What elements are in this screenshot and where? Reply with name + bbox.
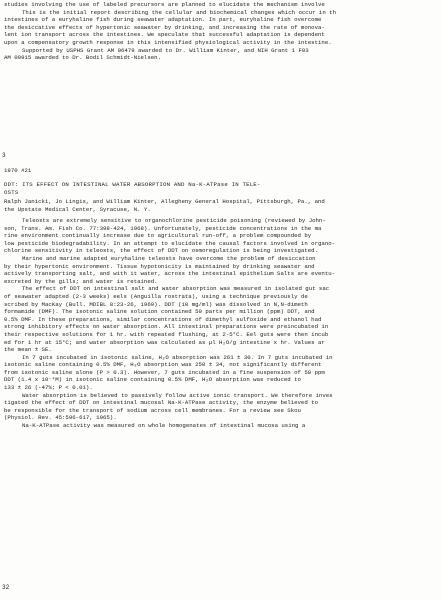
text-line: Supported by USPHS Grant AM 06479 awarded to Dr. William Kinter, and NIH Grant 1 F03 — [22, 46, 309, 54]
article-number-text: 1970 #21 — [4, 167, 32, 174]
text-line: In 7 guts incubated in isotonic saline, H₂O absorption was 261 ± 30. In 7 guts incubated in — [22, 353, 333, 361]
text-line: rine environment continually increase due to agricultural run-off, a problem compounded by — [4, 232, 312, 240]
text-line: by their hypertonic environment. Tissue hypotonicity is maintained by drinking seawater and — [4, 262, 315, 270]
text-line: Teleosts are extremely sensitive to organochlorine pesticide poisoning (reviewed by John- — [22, 217, 326, 224]
text-line: from isotonic saline alone (P > 0.3). However, 7 guts incubated in a fine suspension of 50 ppm — [4, 368, 325, 376]
text-line: the mean ± SE. — [4, 346, 52, 354]
title-line: OSTS — [4, 188, 19, 196]
text-line: low pesticide biodegradability. In an attempt to elucidate the causal factors involved in organo- — [4, 239, 336, 247]
text-line: This is the initial report describing the cellular and biochemical changes which occur in th — [22, 8, 337, 16]
title-line: DDT: ITS EFFECT ON INTESTINAL WATER ABSORPTION AND Na-K-ATPase IN TELE- — [4, 181, 261, 188]
text-line: strong inhibitory effects on water absorption. All intestinal preparations were preincubated in — [4, 323, 329, 331]
text-line: actively transporting salt, and with it water, across the intestinal epithelium Salts are eventu- — [4, 270, 336, 278]
page-number: 32 — [2, 584, 10, 591]
article-title — [4, 181, 261, 196]
text-line: studies involving the use of labeled precursors are planned to elucidate the mechanism involve — [4, 1, 325, 8]
text-line: 133 ± 26 (-47%; P < 0.01). — [4, 384, 93, 392]
article-authors — [4, 198, 325, 213]
text-line: 0.5% DMF. In these preparations, similar concentrations of dimethyl sulfoxide and ethanol had — [4, 315, 322, 323]
article-body — [4, 217, 335, 430]
text-line: Marine and marine adapted euryhaline teleosts have overcome the problem of desiccation — [22, 254, 316, 262]
text-line: intestines of a euryhaline fish during seawater adaptation. In part, euryhaline fish overcome — [4, 16, 322, 24]
text-line: of seawater adapted (2-3 weeks) eels (Anguilla rostrata), using a technique previously de — [4, 292, 308, 300]
text-line: (Physiol. Rev. 45:596-617, 1965). — [4, 414, 117, 422]
author-line: the Upstate Medical Center, Syracuse, N. Y. — [4, 205, 151, 213]
text-line: their respective solutions for 1 hr. with repeated flushing, at 2-5°C. Eel guts were then incub — [4, 330, 329, 338]
text-line: Na-K-ATPase activity was measured on whole homogenates of intestinal mucosa using a — [22, 422, 306, 430]
top-paragraph — [4, 1, 336, 62]
text-line: formamide (DMF). The isotonic saline solution contained 50 parts per million (ppm) DDT, and — [4, 308, 315, 316]
text-line: upon a compensatory growth response in this intensified physiological activity in the intestine. — [4, 38, 332, 46]
text-line: excreted by the gills; and water is retained. — [4, 277, 158, 285]
text-line: the desiccative effects of hypertonic seawater by drinking, and increasing the rate of monova- — [4, 23, 325, 31]
text-line: AM 09915 awarded to Dr. Bodil Schmidt-Nielsen. — [4, 54, 162, 62]
text-line: isotonic saline containing 0.5% DMF, H₂O absorption was 250 ± 34, not significantly different — [4, 361, 322, 369]
text-line: scribed by MacKay (Bull. MDIBL 8:23-26, 1969). DDT (10 mg/ml) was dissolved in N,N-dimeth — [4, 300, 308, 308]
text-line: son, Trans. Am. Fish Co. 77:398-424, 1968). Unfortunately, pesticide concentrations in the ma — [4, 224, 322, 232]
article-number — [4, 167, 31, 175]
text-line: lent ion transport across the intestines. We speculate that successful adaptation is dependent — [4, 31, 325, 39]
text-line: be responsible for the transport of sodium across cell membranes. For a review see Skou — [4, 406, 301, 414]
text-line: Water absorption is believed to passively follow active ionic transport. We therefore inves — [22, 391, 333, 399]
text-line: chlorine sensitivity in teleosts, the effect of DDT on osmoregulation is being investigated. — [4, 247, 319, 255]
text-line: The effect of DDT on intestinal salt and water absorption was measured in isolated gut sac — [22, 285, 330, 293]
author-line: Ralph Janicki, Jo Lingis, and William Kinter, Allegheny General Hospital, Pittsburgh, Pa., and — [4, 198, 325, 205]
text-line: DDT (1.4 x 10⁻⁴M) in isotonic saline containing 0.5% DMF, H₂O absorption was reduced to — [4, 376, 301, 384]
text-line: ed for 1 hr at 15°C; and water absorption was calculated as µl H₂O/g intestine x hr. Values ar — [4, 338, 325, 346]
text-line: tigated the effect of DDT on intestinal mucosal Na-K-ATPase activity, the enzyme believed to — [4, 399, 319, 407]
margin-mark: 3 — [2, 152, 6, 159]
